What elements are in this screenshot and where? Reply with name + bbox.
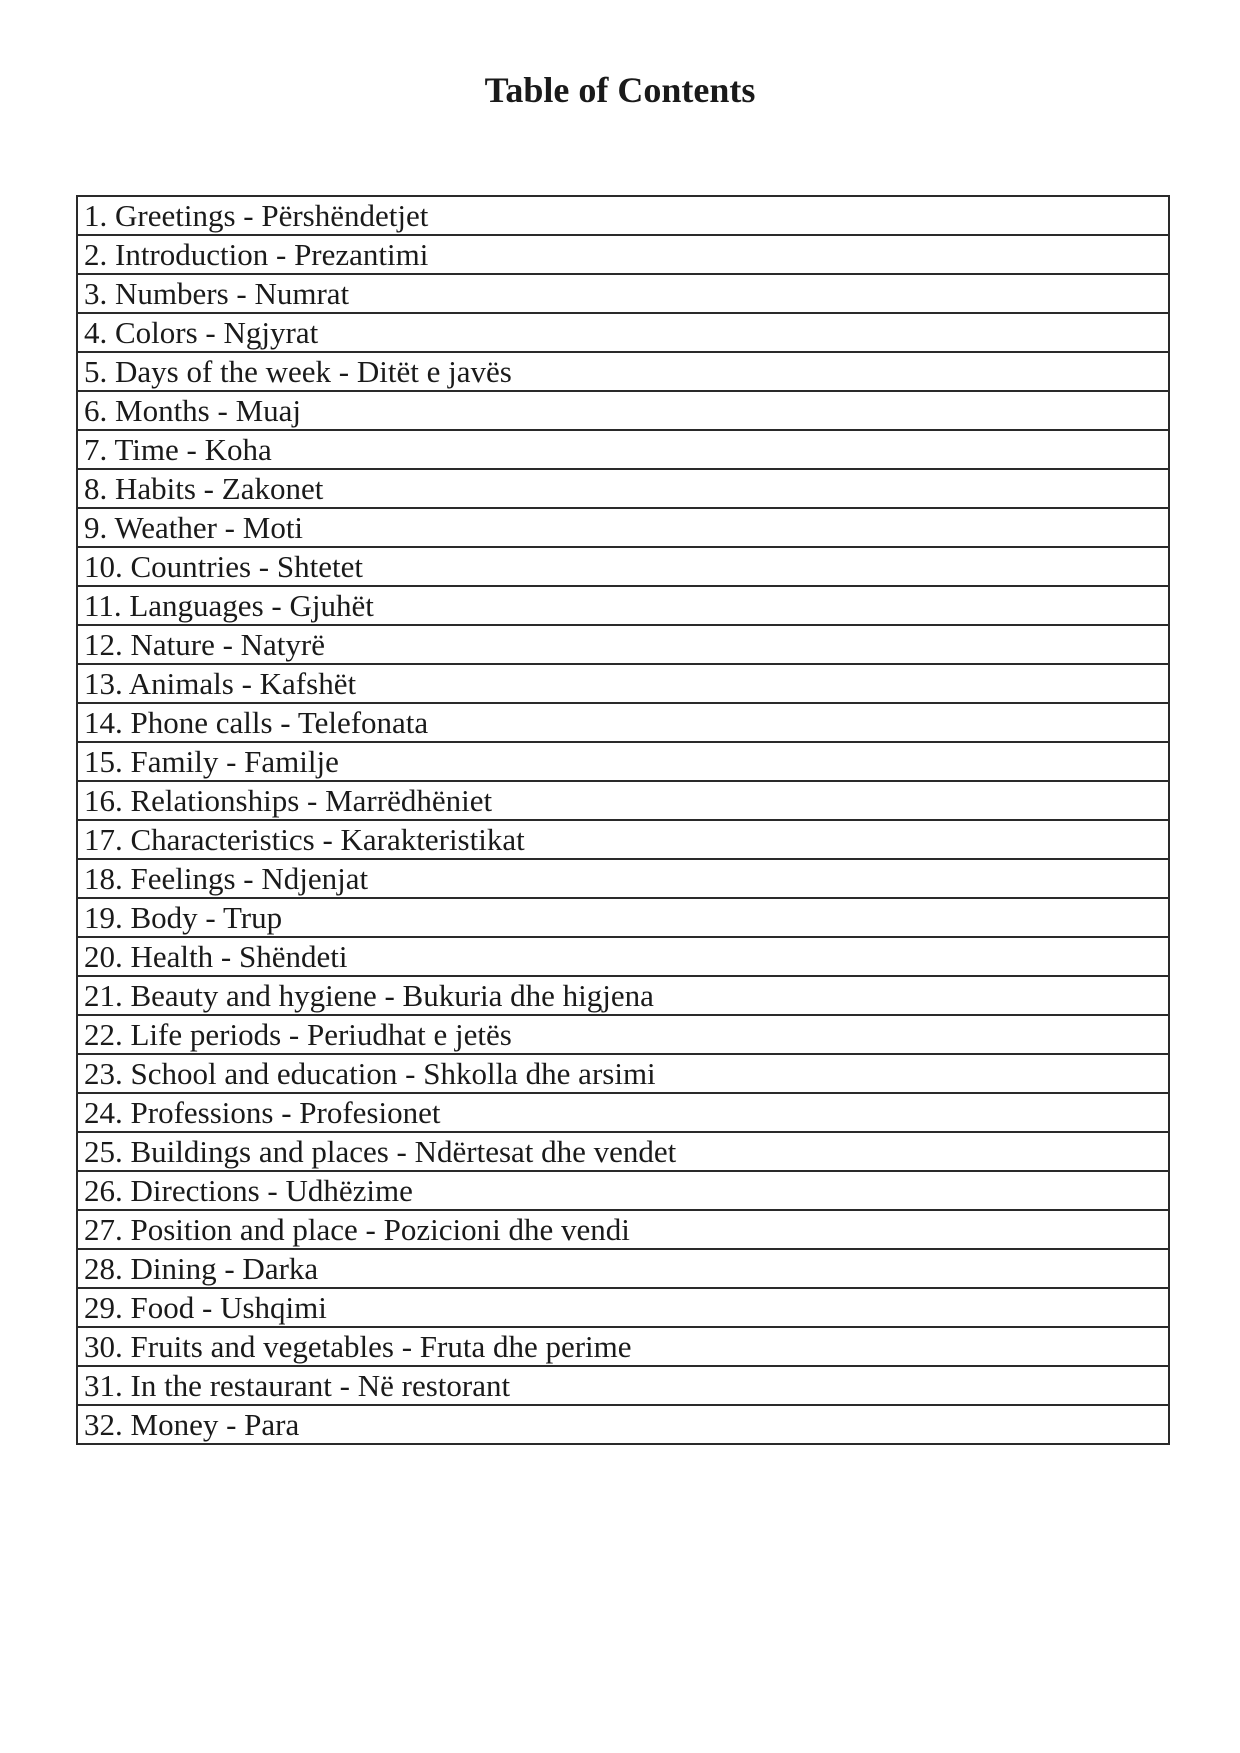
toc-row (77, 1171, 1169, 1210)
page-title: Table of Contents (484, 70, 756, 110)
toc-entry: 3. Numbers - Numrat (77, 274, 1169, 313)
toc-row (77, 235, 1169, 274)
toc-entry: 15. Family - Familje (77, 742, 1169, 781)
toc-entry: 30. Fruits and vegetables - Fruta dhe perime (77, 1327, 1169, 1366)
toc-entry: 32. Money - Para (77, 1405, 1169, 1444)
toc-entry: 16. Relationships - Marrëdhëniet (77, 781, 1169, 820)
toc-row (77, 703, 1169, 742)
toc-entry: 21. Beauty and hygiene - Bukuria dhe higjena (77, 976, 1169, 1015)
toc-entry: 27. Position and place - Pozicioni dhe vendi (77, 1210, 1169, 1249)
toc-row (77, 1249, 1169, 1288)
toc-entry: 17. Characteristics - Karakteristikat (77, 820, 1169, 859)
toc-entry: 25. Buildings and places - Ndërtesat dhe vendet (77, 1132, 1169, 1171)
toc-row (77, 859, 1169, 898)
toc-row (77, 430, 1169, 469)
toc-row (77, 664, 1169, 703)
toc-row (77, 820, 1169, 859)
toc-entry: 23. School and education - Shkolla dhe arsimi (77, 1054, 1169, 1093)
toc-row (77, 898, 1169, 937)
toc-entry: 11. Languages - Gjuhët (77, 586, 1169, 625)
toc-row (77, 313, 1169, 352)
toc-entry: 29. Food - Ushqimi (77, 1288, 1169, 1327)
toc-entry: 5. Days of the week - Ditët e javës (77, 352, 1169, 391)
toc-entry: 14. Phone calls - Telefonata (77, 703, 1169, 742)
toc-entry: 18. Feelings - Ndjenjat (77, 859, 1169, 898)
toc-row (77, 391, 1169, 430)
toc-row (77, 547, 1169, 586)
toc-entry: 26. Directions - Udhëzime (77, 1171, 1169, 1210)
toc-row (77, 1093, 1169, 1132)
toc-entry: 28. Dining - Darka (77, 1249, 1169, 1288)
toc-entry: 1. Greetings - Përshëndetjet (77, 196, 1169, 235)
toc-row (77, 1132, 1169, 1171)
toc-row (77, 196, 1169, 235)
toc-row (77, 352, 1169, 391)
toc-row (77, 1015, 1169, 1054)
toc-entry: 8. Habits - Zakonet (77, 469, 1169, 508)
toc-row (77, 781, 1169, 820)
toc-entry: 22. Life periods - Periudhat e jetës (77, 1015, 1169, 1054)
toc-entry: 20. Health - Shëndeti (77, 937, 1169, 976)
toc-row (77, 976, 1169, 1015)
toc-row (77, 1327, 1169, 1366)
toc-entry: 12. Nature - Natyrë (77, 625, 1169, 664)
toc-row (77, 274, 1169, 313)
toc-row (77, 1210, 1169, 1249)
toc-entry: 31. In the restaurant - Në restorant (77, 1366, 1169, 1405)
toc-row (77, 1405, 1169, 1444)
toc-row (77, 586, 1169, 625)
toc-row (77, 1288, 1169, 1327)
toc-row (77, 1366, 1169, 1405)
toc-entry: 24. Professions - Profesionet (77, 1093, 1169, 1132)
toc-row (77, 742, 1169, 781)
toc-row (77, 625, 1169, 664)
toc-entry: 9. Weather - Moti (77, 508, 1169, 547)
toc-row (77, 1054, 1169, 1093)
toc-row (77, 469, 1169, 508)
toc-entry: 19. Body - Trup (77, 898, 1169, 937)
toc-entry: 6. Months - Muaj (77, 391, 1169, 430)
toc-entry: 2. Introduction - Prezantimi (77, 235, 1169, 274)
toc-entry: 7. Time - Koha (77, 430, 1169, 469)
toc-entry: 4. Colors - Ngjyrat (77, 313, 1169, 352)
toc-entry: 10. Countries - Shtetet (77, 547, 1169, 586)
toc-row (77, 937, 1169, 976)
toc-entry: 13. Animals - Kafshët (77, 664, 1169, 703)
toc-row (77, 508, 1169, 547)
toc-table (76, 195, 1170, 1445)
